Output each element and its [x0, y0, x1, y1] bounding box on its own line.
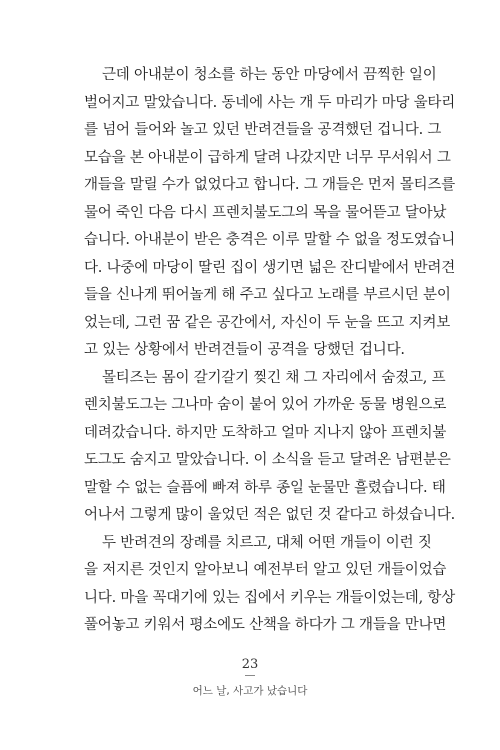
text-line: 풀어놓고 키워서 평소에도 산책을 하다가 그 개들을 만나면 — [84, 617, 447, 633]
text-line: 다. 나중에 마당이 딸린 집이 생기면 넓은 잔디밭에서 반려견 — [84, 259, 456, 276]
text-line: 었는데, 그런 꿈 같은 공간에서, 자신이 두 눈을 뜨고 지켜보 — [84, 314, 451, 331]
text-line: 을 저지른 것인지 알아보니 예전부터 알고 있던 개들이었습 — [84, 562, 447, 578]
text-line: 벌어지고 말았습니다. 동네에 사는 개 두 마리가 마당 울타리 — [84, 94, 456, 111]
text-line: 어나서 그렇게 많이 울었던 적은 없던 것 같다고 하셨습니다. — [84, 507, 456, 523]
text-line: 니다. 마을 꼭대기에 있는 집에서 키우는 개들이었는데, 항상 — [84, 589, 456, 606]
page-number: 23 — [241, 657, 259, 672]
running-title: 어느 날, 사고가 났습니다 — [192, 685, 308, 697]
text-line: 개들을 말릴 수가 없었다고 합니다. 그 개들은 먼저 몰티즈를 — [84, 177, 456, 193]
text-line: 근데 아내분이 청소를 하는 동안 마당에서 끔찍한 일이 — [102, 67, 437, 83]
text-line: 말할 수 없는 슬픔에 빠져 하루 종일 눈물만 흘렸습니다. 태 — [84, 479, 446, 496]
text-line: 모습을 본 아내분이 급하게 달려 나갔지만 너무 무서워서 그 — [84, 149, 451, 166]
text-line: 물어 죽인 다음 다시 프렌치불도그의 목을 물어뜯고 달아났 — [84, 204, 447, 221]
text-line: 습니다. 아내분이 받은 충격은 이루 말할 수 없을 정도였습니 — [84, 232, 456, 248]
text-line: 데려갔습니다. 하지만 도착하고 얼마 지나지 않아 프렌치불 — [84, 424, 447, 441]
footer-divider — [245, 675, 255, 676]
text-line: 도그도 숨지고 말았습니다. 이 소식을 듣고 달려온 남편분은 — [84, 452, 451, 468]
text-line: 고 있는 상황에서 반려견들이 공격을 당했던 겁니다. — [84, 342, 405, 358]
text-line: 몰티즈는 몸이 갈기갈기 찢긴 채 그 자리에서 숨졌고, 프 — [102, 369, 446, 386]
text-line: 두 반려견의 장례를 치르고, 대체 어떤 개들이 이런 짓 — [102, 534, 432, 551]
text-line: 들을 신나게 뛰어놀게 해 주고 싶다고 노래를 부르시던 분이 — [84, 287, 451, 303]
text-line: 렌치불도그는 그나마 숨이 붙어 있어 가까운 동물 병원으로 — [84, 397, 447, 413]
body-text — [84, 62, 456, 640]
text-line: 를 넘어 들어와 놀고 있던 반려견들을 공격했던 겁니다. 그 — [84, 122, 442, 138]
